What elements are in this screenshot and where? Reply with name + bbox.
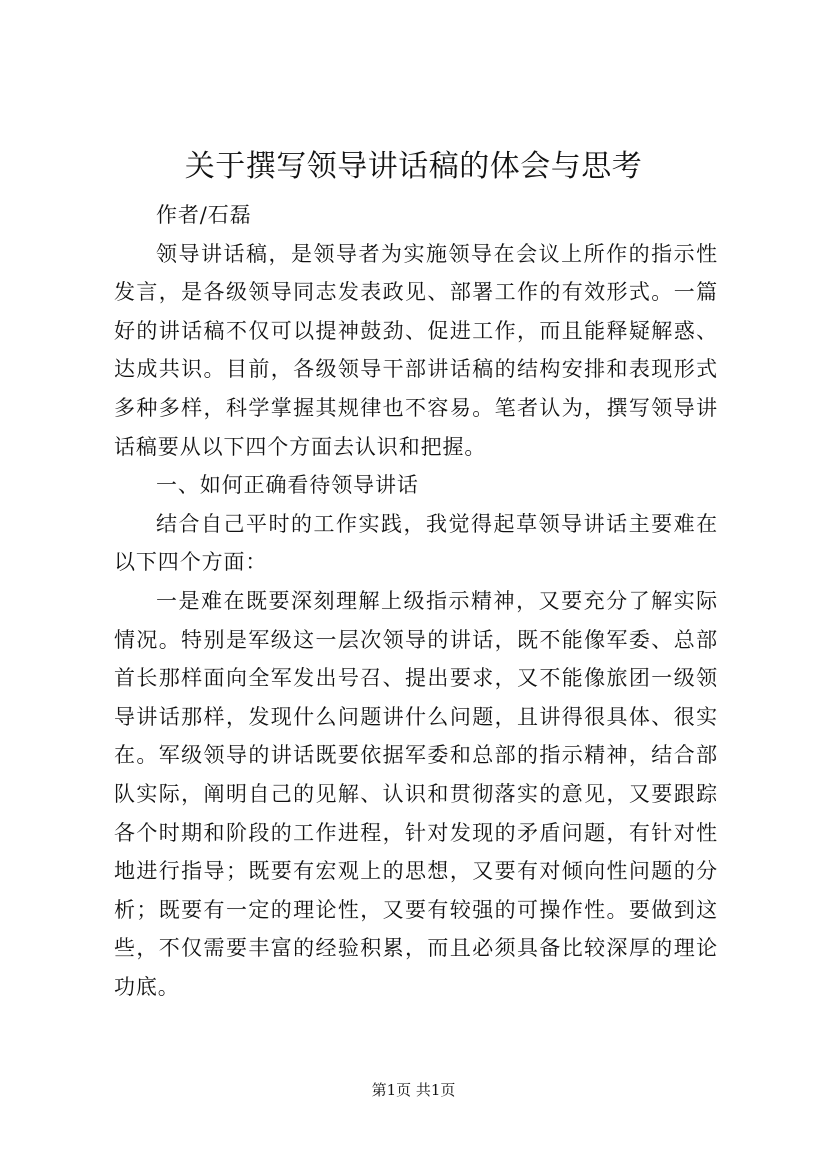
paragraph-intro: 领导讲话稿，是领导者为实施领导在会议上所作的指示性发言，是各级领导同志发表政见、部署工作的有效形式。一篇好的讲话稿不仅可以提神鼓劲、促进工作，而且能释疑解惑、达成共识。目前，各级领导干部讲话稿的结构安排和表现形式多种多样，科学掌握其规律也不容易。笔者认为，撰写领导讲话稿要从以下四个方面去认识和把握。 xyxy=(114,241,718,459)
document-title: 关于撰写领导讲话稿的体会与思考 xyxy=(184,149,643,184)
author-line: 作者/石磊 xyxy=(156,203,252,227)
document-body xyxy=(114,196,718,1006)
page-footer: 第1页 共1页 xyxy=(371,1081,456,1099)
paragraph-point-one: 一是难在既要深刻理解上级指示精神，又要充分了解实际情况。特别是军级这一层次领导的讲话，既不能像军委、总部首长那样面向全军发出号召、提出要求，又不能像旅团一级领导讲话那样，发现什么问题讲什么问题，且讲得很具体、很实在。军级领导的讲话既要依据军委和总部的指示精神，结合部队实际，阐明自己的见解、认识和贯彻落实的意见，又要跟踪各个时期和阶段的工作进程，针对发现的矛盾问题，有针对性地进行指导；既要有宏观上的思想，又要有对倾向性问题的分析；既要有一定的理论性，又要有较强的可操作性。要做到这些，不仅需要丰富的经验积累，而且必须具备比较深厚的理论功底。 xyxy=(114,588,718,999)
paragraph-difficulties: 结合自己平时的工作实践，我觉得起草领导讲话主要难在以下四个方面： xyxy=(114,511,718,575)
section-heading: 一、如何正确看待领导讲话 xyxy=(156,473,419,498)
